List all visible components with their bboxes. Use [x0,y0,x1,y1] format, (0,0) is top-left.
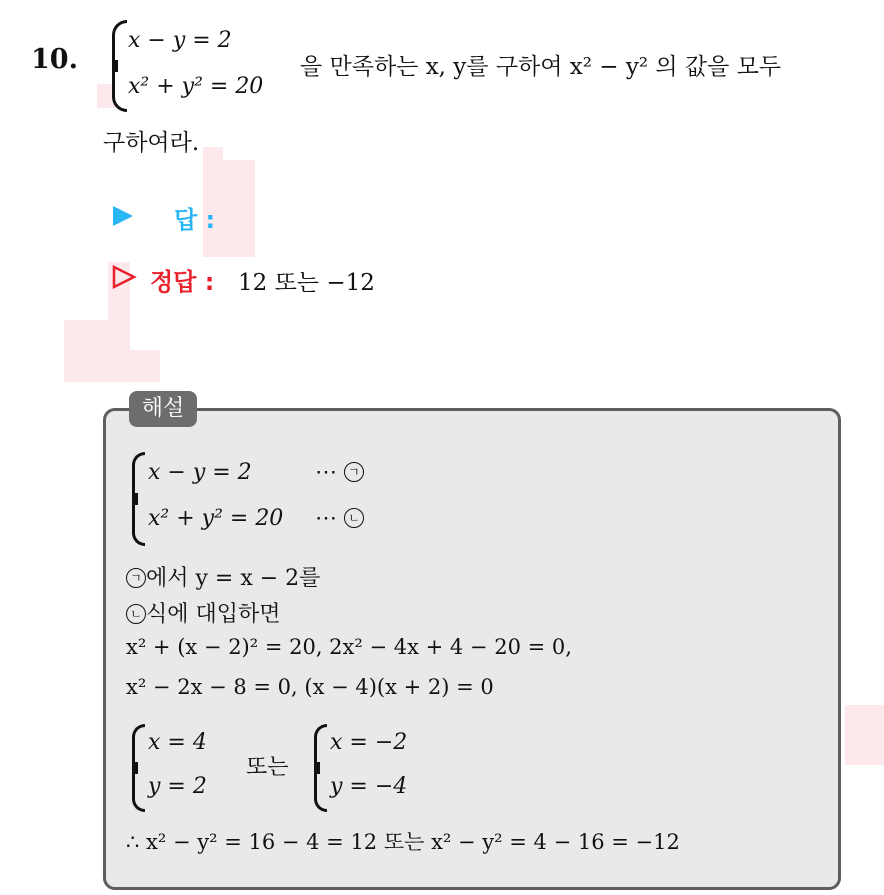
solution-equation-1: x − y = 2 [148,460,252,485]
circled-nieun-icon: ㄴ [344,508,364,528]
solution-tag: 해설 [129,391,197,427]
correct-arrow-icon [111,264,137,290]
case-a-y: y = 2 [148,774,207,799]
equation-marker-2: ⋯ ㄴ [315,506,364,531]
watermark-blot [223,160,255,257]
system-equation-1: x − y = 2 [128,28,232,53]
system-equation-2: x² + y² = 20 [128,74,264,99]
case-a-brace [132,724,145,812]
watermark-blot [845,705,884,765]
correct-answer-label: 정답 : [150,268,215,296]
solution-equation-2: x² + y² = 20 [148,506,284,531]
question-text-2: 구하여라. [103,130,200,156]
case-a-x: x = 4 [148,730,207,755]
circled-giyeok-icon: ㄱ [126,568,146,588]
case-b-y: y = −4 [330,774,408,799]
case-b-brace [314,724,327,812]
solution-step-1: ㄱ 에서 y = x − 2를 [126,561,320,592]
watermark-blot [130,350,160,382]
correct-answer-value: 12 또는 −12 [238,270,375,296]
watermark-blot [64,320,108,382]
solution-conclusion: ∴ x² − y² = 16 − 4 = 12 또는 x² − y² = 4 − 16 = −12 [126,830,680,854]
solution-step-4: x² − 2x − 8 = 0, (x − 4)(x + 2) = 0 [126,675,494,699]
solution-step-3: x² + (x − 2)² = 20, 2x² − 4x + 4 − 20 = 0, [126,635,572,659]
solution-system-brace [132,452,145,546]
or-word: 또는 [246,755,289,780]
circled-giyeok-icon: ㄱ [344,462,364,482]
equation-marker-1: ⋯ ㄱ [315,460,364,485]
case-b-x: x = −2 [330,730,408,755]
question-text-1: 을 만족하는 x, y를 구하여 x² − y² 의 값을 모두 [300,54,782,80]
answer-arrow-icon [111,204,135,228]
solution-step-2: ㄴ 식에 대입하면 [126,597,281,628]
system-brace [112,20,127,112]
problem-number: 10. [31,44,78,75]
answer-label: 답 : [174,206,216,234]
circled-nieun-icon: ㄴ [126,604,146,624]
